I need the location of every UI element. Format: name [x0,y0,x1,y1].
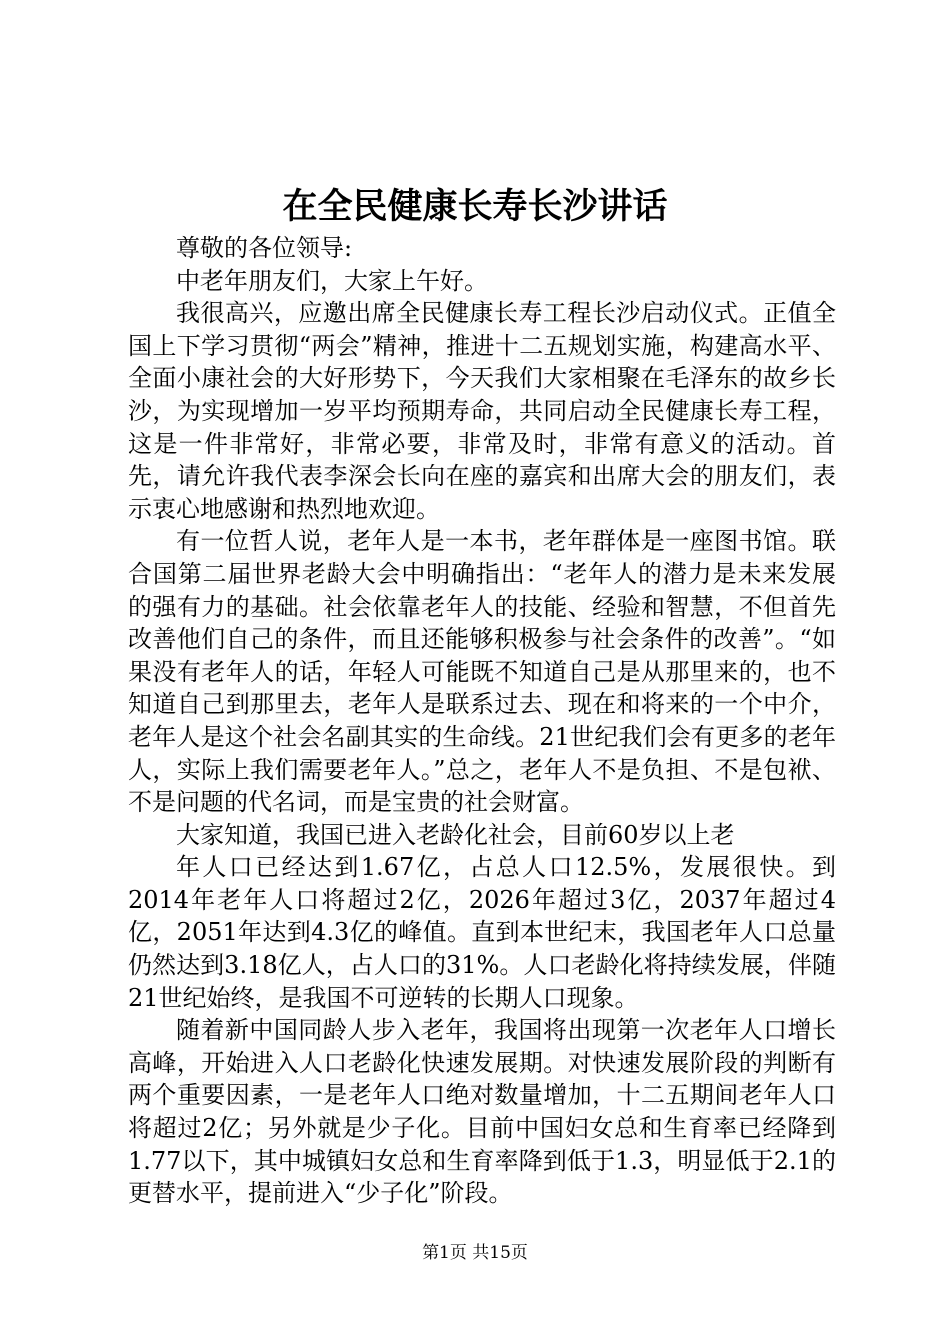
paragraph: 大家知道，我国已进入老龄化社会，目前60岁以上老 [176,820,735,849]
document-title: 在全民健康长寿长沙讲话 [282,186,668,227]
salutation: 尊敬的各位领导: [176,234,353,262]
document-body [128,232,836,1210]
page-number-footer: 第1页 共15页 [422,1243,528,1263]
paragraph: 随着新中国同龄人步入老年，我国将出现第一次老年人口增长高峰，开始进入人口老龄化快速发展期。对快速发展阶段的判断有两个重要因素，一是老年人口绝对数量增加，十二五期间老年人口将超过2亿；另外就是少子化。目前中国妇女总和生育率已经降到1.77以下，其中城镇妇女总和生育率降到低于1.3，明显低于2.1的更替水平，提前进入“少子化”阶段。 [128,1016,836,1208]
paragraph: 有一位哲人说，老年人是一本书，老年群体是一座图书馆。联合国第二届世界老龄大会中明确指出：“老年人的潜力是未来发展的强有力的基础。社会依靠老年人的技能、经验和智慧，不但首先改善他们自己的条件，而且还能够积极参与社会条件的改善”。“如果没有老年人的话，年轻人可能既不知道自己是从那里来的，也不知道自己到那里去，老年人是联系过去、现在和将来的一个中介，老年人是这个社会名副其实的生命线。21世纪我们会有更多的老年人，实际上我们需要老年人。”总之，老年人不是负担、不是包袱、不是问题的代名词，而是宝贵的社会财富。 [128,527,836,817]
paragraph: 年人口已经达到1.67亿，占总人口12.5%，发展很快。到2014年老年人口将超过2亿，2026年超过3亿，2037年超过4亿，2051年达到4.3亿的峰值。直到本世纪末，我国老年人口总量仍然达到3.18亿人，占人口的31%。人口老龄化将持续发展，伴随21世纪始终，是我国不可逆转的长期人口现象。 [128,853,836,1012]
greeting: 中老年朋友们，大家上午好。 [176,266,488,295]
paragraph: 我很高兴，应邀出席全民健康长寿工程长沙启动仪式。正值全国上下学习贯彻“两会”精神，推进十二五规划实施，构建高水平、全面小康社会的大好形势下，今天我们大家相聚在毛泽东的故乡长沙，为实现增加一岁平均预期寿命，共同启动全民健康长寿工程，这是一件非常好，非常必要，非常及时，非常有意义的活动。首先，请允许我代表李深会长向在座的嘉宾和出席大会的朋友们，表示衷心地感谢和热烈地欢迎。 [128,299,836,523]
